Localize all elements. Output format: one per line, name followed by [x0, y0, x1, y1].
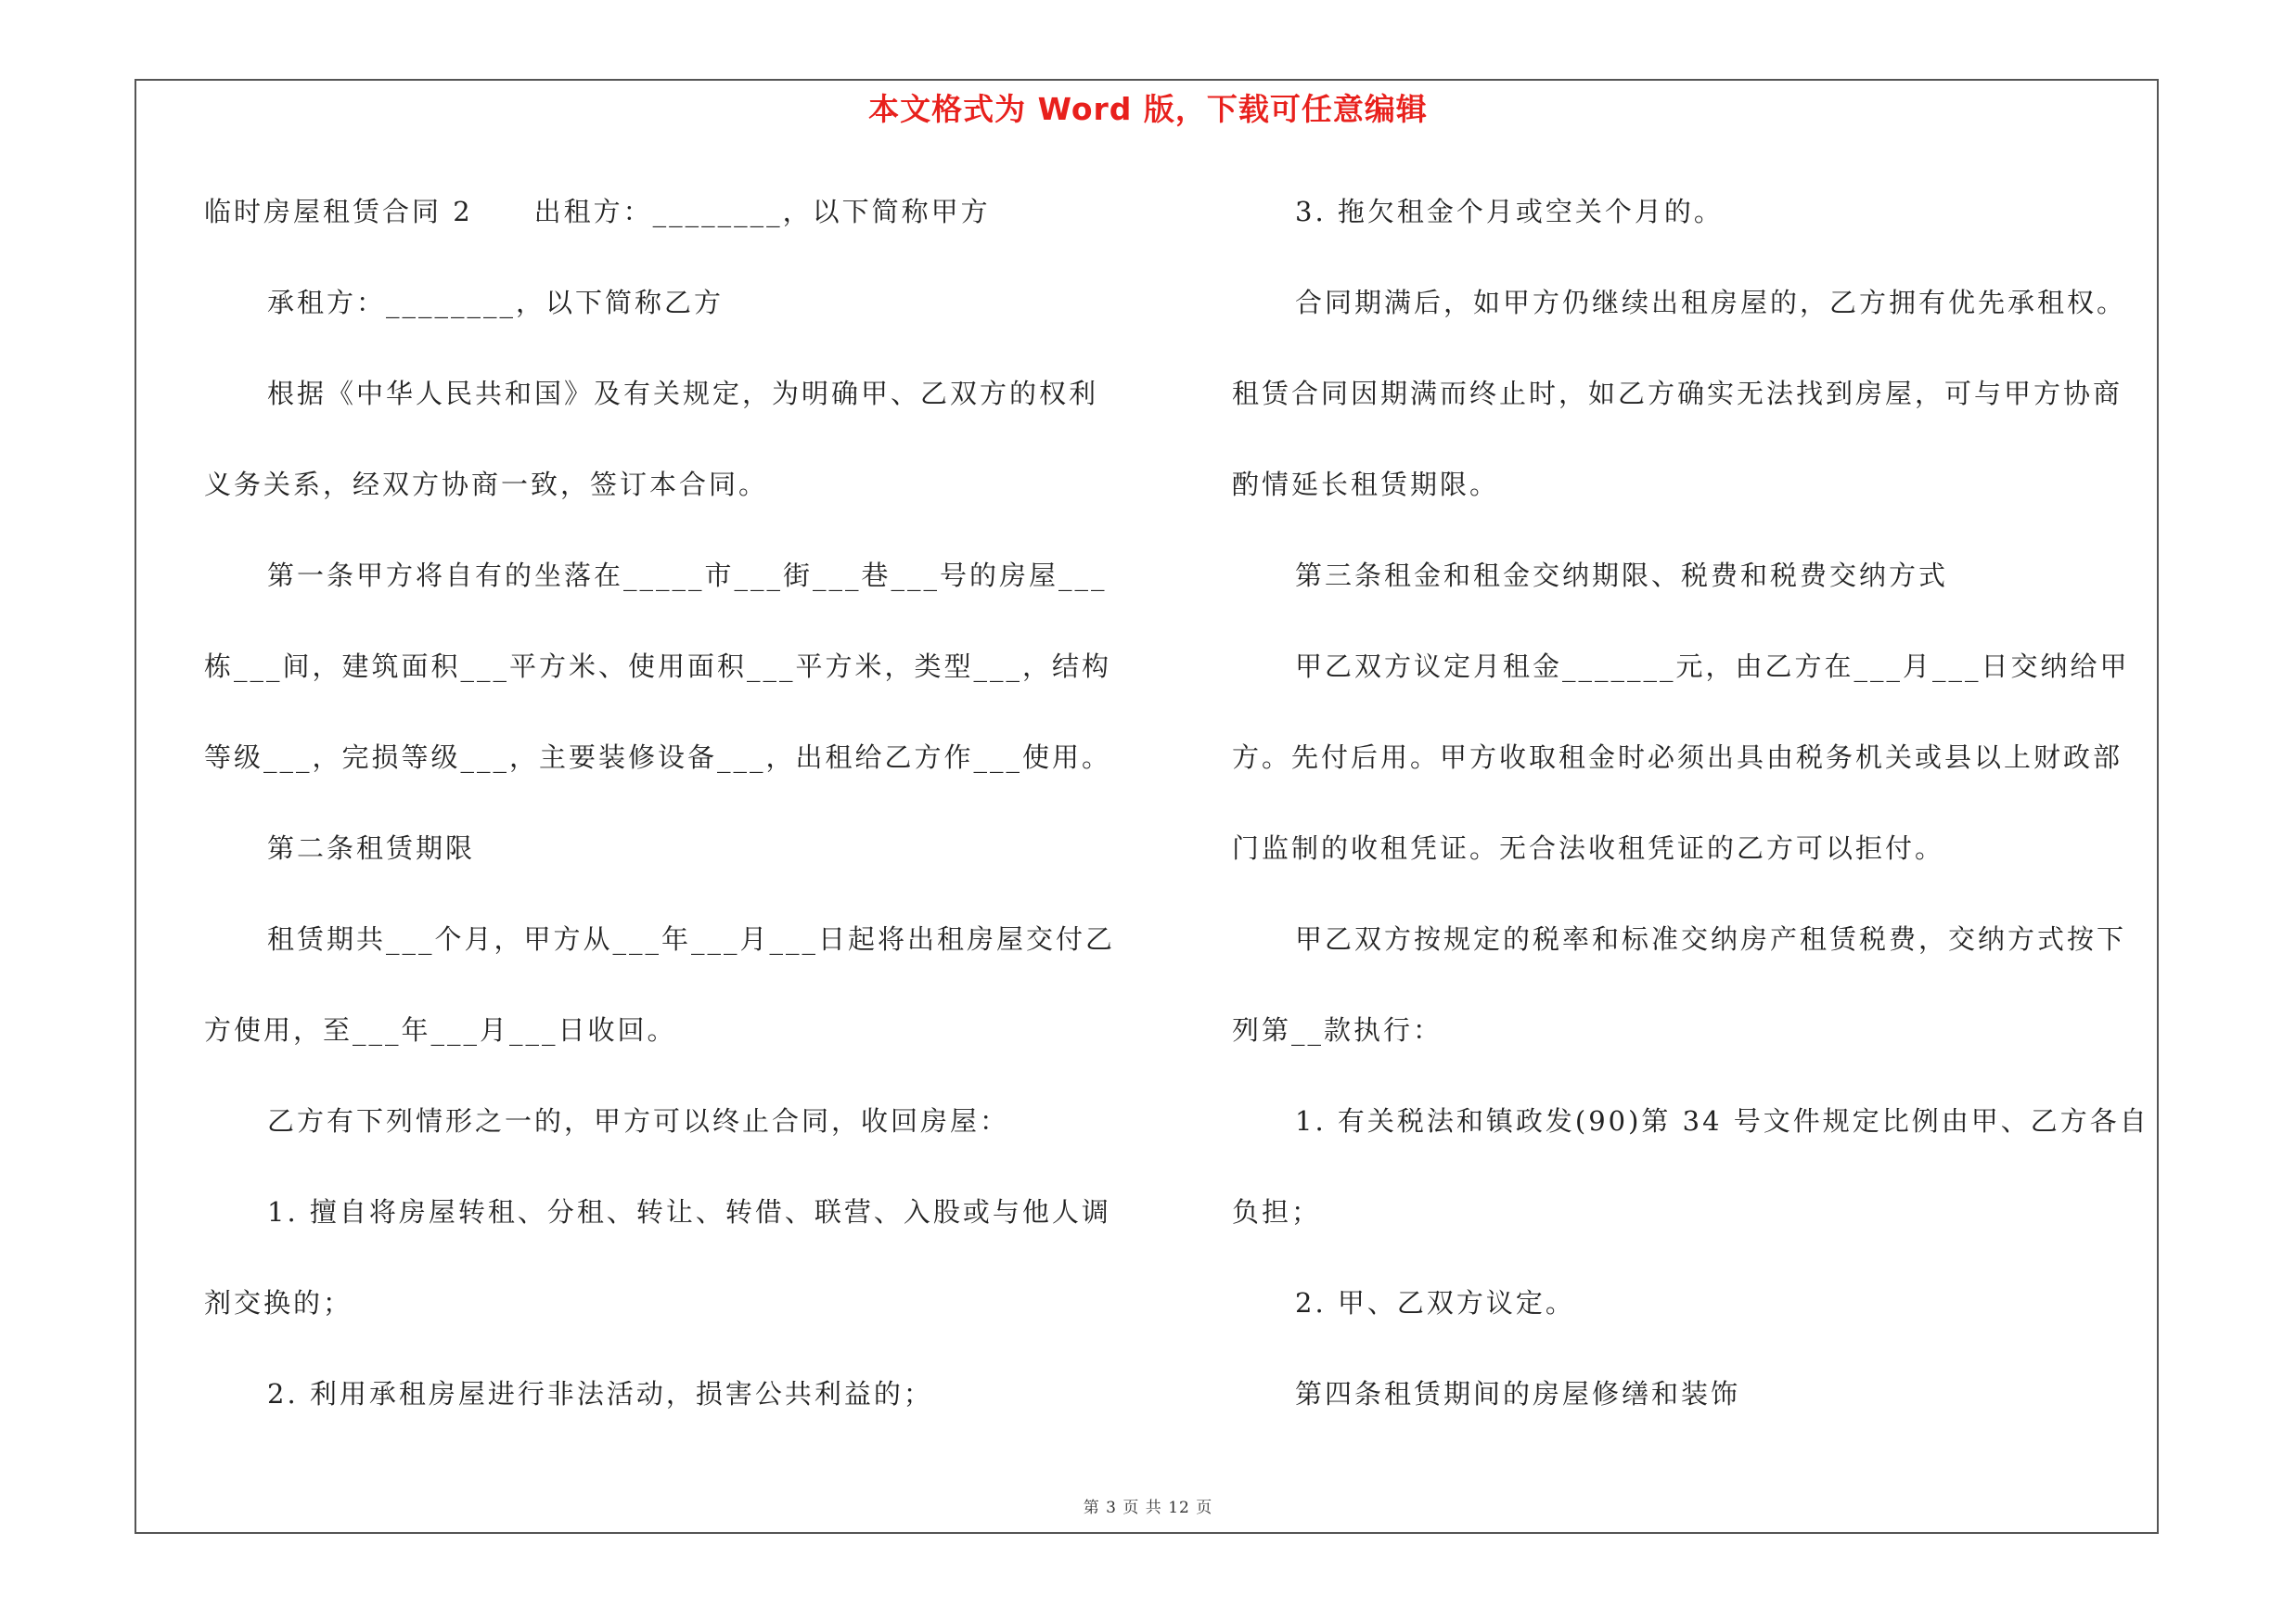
list-item: 1. 有关税法和镇政发(90)第 34 号文件规定比例由甲、乙方各自: [1295, 1105, 2149, 1137]
paragraph-line: 方使用，至___年___月___日收回。: [204, 1014, 677, 1046]
paragraph-line: 剂交换的；: [204, 1287, 353, 1319]
paragraph-line: [204, 184, 1169, 275]
paragraph-line: 合同期满后，如甲方仍继续出租房屋的，乙方拥有优先承租权。: [1295, 287, 2127, 318]
word-format-banner: 本文格式为 Word 版，下载可任意编辑: [868, 91, 1428, 127]
paragraph-line: 甲乙双方议定月租金_______元，由乙方在___月___日交纳给甲: [1295, 650, 2130, 682]
list-item: 1. 擅自将房屋转租、分租、转让、转借、联营、入股或与他人调: [267, 1196, 1111, 1228]
paragraph-line: 列第__款执行：: [1232, 1014, 1443, 1046]
section-heading: 第二条租赁期限: [267, 832, 476, 864]
right-column: [1232, 184, 2178, 1457]
paragraph-line: 酌情延长租赁期限。: [1232, 469, 1500, 500]
paragraph-line: 乙方有下列情形之一的，甲方可以终止合同，收回房屋：: [267, 1105, 1010, 1137]
paragraph-line: 租赁合同因期满而终止时，如乙方确实无法找到房屋，可与甲方协商: [1232, 378, 2123, 409]
document-title: 临时房屋租赁合同 2: [204, 196, 473, 227]
page-number-footer: 第 3 页 共 12 页: [1083, 1499, 1213, 1517]
paragraph-line: 负担；: [1232, 1196, 1322, 1228]
lessor-line: 出租方：________，以下简称甲方: [533, 196, 991, 227]
list-item: 2. 利用承租房屋进行非法活动，损害公共利益的；: [267, 1378, 933, 1410]
paragraph-line: 方。先付后用。甲方收取租金时必须出具由税务机关或县以上财政部: [1232, 741, 2123, 773]
paragraph-line: 承租方：________，以下简称乙方: [267, 287, 725, 318]
paragraph-line: 门监制的收租凭证。无合法收租凭证的乙方可以拒付。: [1232, 832, 1945, 864]
paragraph-line: 根据《中华人民共和国》及有关规定，为明确甲、乙双方的权利: [267, 378, 1099, 409]
left-column: [204, 184, 1169, 1457]
paragraph-line: 第一条甲方将自有的坐落在_____市___街___巷___号的房屋___: [267, 560, 1108, 591]
section-heading: 第四条租赁期间的房屋修缮和装饰: [1295, 1378, 1741, 1410]
paragraph-line: 甲乙双方按规定的税率和标准交纳房产租赁税费，交纳方式按下: [1295, 923, 2127, 955]
paragraph-line: 租赁期共___个月，甲方从___年___月___日起将出租房屋交付乙: [267, 923, 1116, 955]
paragraph-line: 栋___间，建筑面积___平方米、使用面积___平方米，类型___，结构: [204, 650, 1112, 682]
list-item: 2. 甲、乙双方议定。: [1295, 1287, 1575, 1319]
paragraph-line: 义务关系，经双方协商一致，签订本合同。: [204, 469, 769, 500]
paragraph-line: 等级___，完损等级___，主要装修设备___，出租给乙方作___使用。: [204, 741, 1112, 773]
section-heading: 第三条租金和租金交纳期限、税费和税费交纳方式: [1295, 560, 1949, 591]
list-item: 3. 拖欠租金个月或空关个月的。: [1295, 196, 1724, 227]
